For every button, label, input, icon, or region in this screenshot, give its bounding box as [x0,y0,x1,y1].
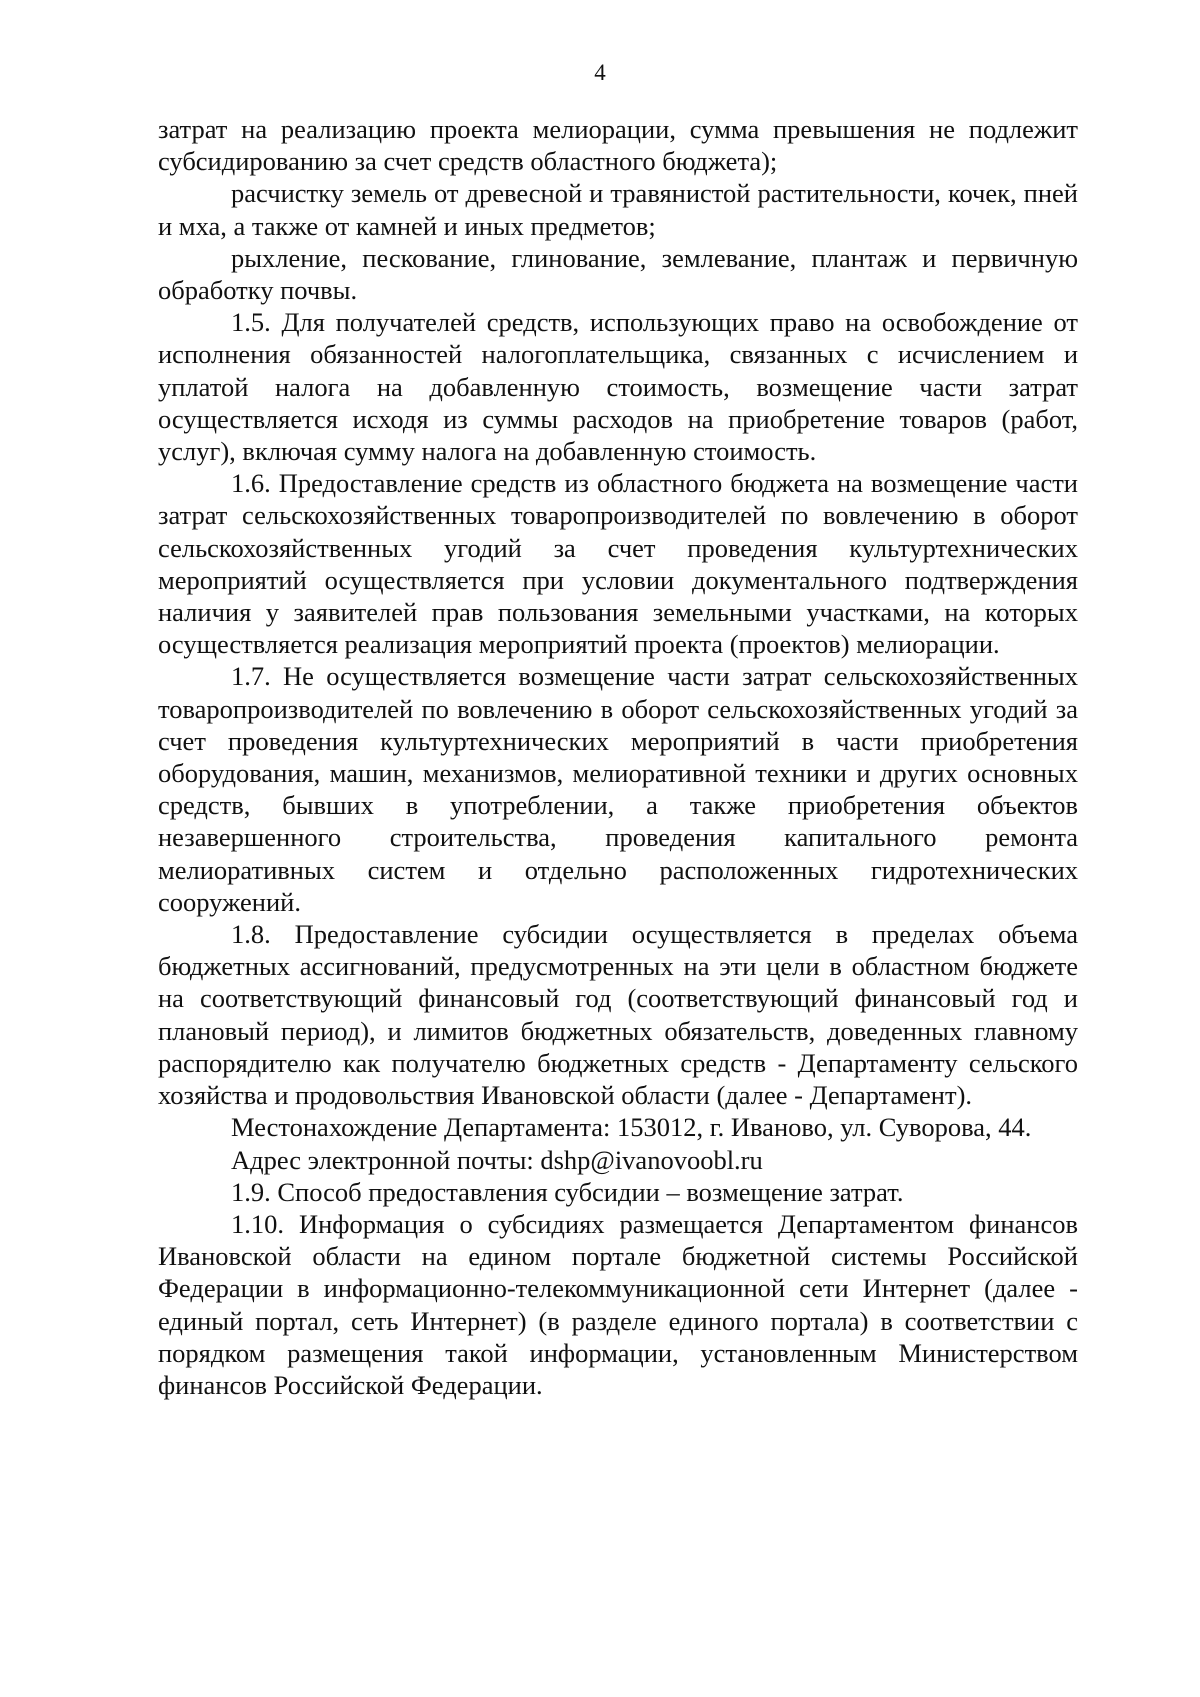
paragraph-1-7: 1.7. Не осуществляется возмещение части затрат сельскохозяйственных товаропроизводителей по вовлечению в оборот сельскохозяйственных угодий за счет проведения культуртехнических мероприятий в части приобретения оборудования, машин, механизмов, мелиоративной техники и других основных средств, бывших в употреблении, а также приобретения объектов незавершенного строительства, проведения капитального ремонта мелиоративных систем и отдельно расположенных гидротехнических сооружений. [158,661,1078,917]
paragraph-continuation-costs: затрат на реализацию проекта мелиорации, сумма превышения не подлежит субсидированию за счет средств областного бюджета); [158,114,1078,177]
paragraph-1-6: 1.6. Предоставление средств из областного бюджета на возмещение части затрат сельскохозяйственных товаропроизводителей по вовлечению в оборот сельскохозяйственных угодий за счет проведения культуртехнических мероприятий осуществляется при условии документального подтверждения наличия у заявителей прав пользования земельными участками, на которых осуществляется реализация мероприятий проекта (проектов) мелиорации. [158,468,1078,660]
document-body [158,113,1078,1401]
paragraph-1-9: 1.9. Способ предоставления субсидии – возмещение затрат. [231,1176,904,1207]
paragraph-1-5: 1.5. Для получателей средств, использующих право на освобождение от исполнения обязанностей налогоплательщика, связанных с исчислением и уплатой налога на добавленную стоимость, возмещение части затрат осуществляется исходя из суммы расходов на приобретение товаров (работ, услуг), включая сумму налога на добавленную стоимость. [158,307,1078,467]
paragraph-1-8: 1.8. Предоставление субсидии осуществляется в пределах объема бюджетных ассигнований, предусмотренных на эти цели в областном бюджете на соответствующий финансовый год (соответствующий финансовый год и плановый период), и лимитов бюджетных обязательств, доведенных главному распорядителю как получателю бюджетных средств - Департаменту сельского хозяйства и продовольствия Ивановской области (далее - Департамент). [158,919,1078,1111]
paragraph-department-location: Местонахождение Департамента: 153012, г. Иваново, ул. Суворова, 44. [231,1112,1032,1143]
paragraph-land-clearing: расчистку земель от древесной и травянистой растительности, кочек, пней и мха, а также от камней и иных предметов; [158,178,1078,241]
paragraph-email-address: Адрес электронной почты: dshp@ivanovoobl.ru [231,1144,763,1175]
paragraph-soil-treatment: рыхление, пескование, глинование, землевание, плантаж и первичную обработку почвы. [158,242,1078,306]
page-number: 4 [594,60,606,85]
paragraph-1-10: 1.10. Информация о субсидиях размещается Департаментом финансов Ивановской области на едином портале бюджетной системы Российской Федерации в информационно-телекоммуникационной сети Интернет (далее - единый портал, сеть Интернет) (в разделе единого портала) в соответствии с порядком размещения такой информации, установленным Министерством финансов Российской Федерации. [158,1208,1078,1400]
